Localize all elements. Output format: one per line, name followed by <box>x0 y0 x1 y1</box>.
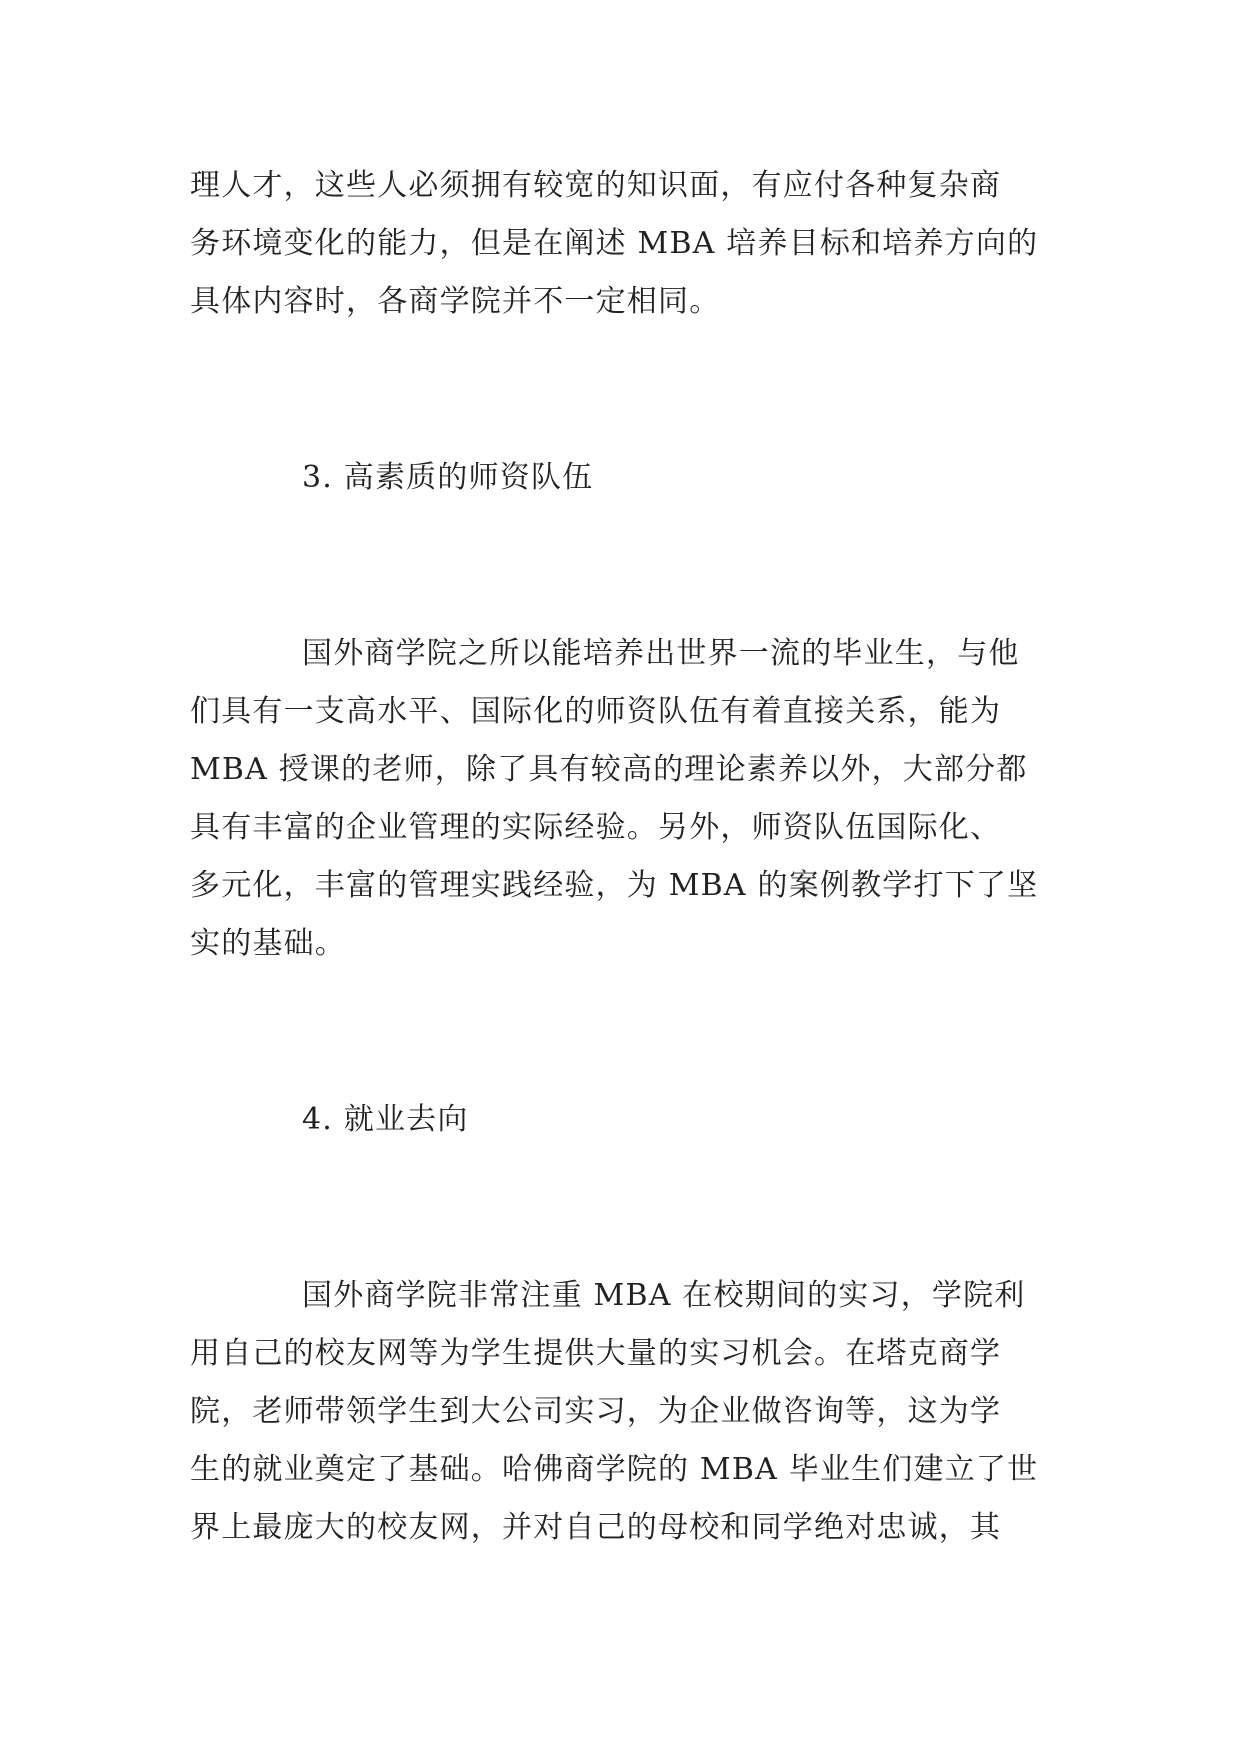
text-line: 具体内容时，各商学院并不一定相同。 <box>190 284 721 319</box>
text-line: 生的就业奠定了基础。哈佛商学院的 MBA 毕业生们建立了世 <box>190 1452 1039 1487</box>
text-line: 多元化，丰富的管理实践经验，为 MBA 的案例教学打下了坚 <box>190 868 1039 903</box>
text-line: MBA 授课的老师，除了具有较高的理论素养以外，大部分都 <box>190 752 1028 787</box>
text-line: 院，老师带领学生到大公司实习，为企业做咨询等，这为学 <box>190 1394 1002 1429</box>
text-line: 具有丰富的企业管理的实际经验。另外，师资队伍国际化、 <box>190 810 1002 845</box>
text-line: 用自己的校友网等为学生提供大量的实习机会。在塔克商学 <box>190 1336 1002 1371</box>
text-line: 理人才，这些人必须拥有较宽的知识面，有应付各种复杂商 <box>190 168 1002 203</box>
text-line: 们具有一支高水平、国际化的师资队伍有着直接关系，能为 <box>190 694 1002 729</box>
text-line: 务环境变化的能力，但是在阐述 MBA 培养目标和培养方向的 <box>190 226 1039 261</box>
text-line: 国外商学院之所以能培养出世界一流的毕业生，与他 <box>302 636 1020 671</box>
section-heading-3: 3. 高素质的师资队伍 <box>302 460 594 495</box>
text-line: 国外商学院非常注重 MBA 在校期间的实习，学院利 <box>302 1278 1026 1313</box>
text-line: 界上最庞大的校友网，并对自己的母校和同学绝对忠诚，其 <box>190 1510 1002 1545</box>
text-line: 实的基础。 <box>190 926 346 961</box>
section-heading-4: 4. 就业去向 <box>302 1102 469 1137</box>
